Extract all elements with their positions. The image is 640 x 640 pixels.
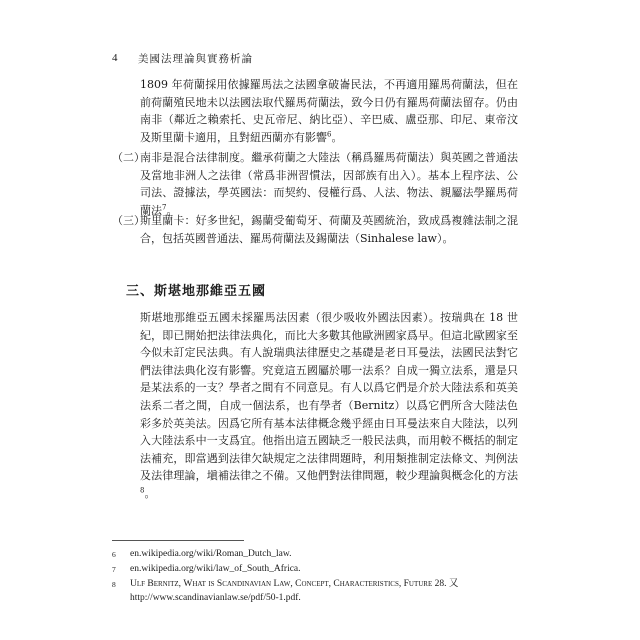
footnote-number: 6 xyxy=(112,550,116,559)
page-number: 4 xyxy=(112,52,118,64)
list-item-text: 南非是混合法律制度。繼承荷蘭之大陸法（稱爲羅馬荷蘭法）與英國之普通法及當地非洲人之法律（常爲非洲習慣法，因部族有出入）。基本上程序法、公司法、證據法，學英國法：而契約、侵權行爲、人法、物法、親屬法學羅馬荷蘭法 xyxy=(140,151,518,217)
footnote xyxy=(112,547,518,562)
list-item: （二） 南非是混合法律制度。繼承荷蘭之大陸法（稱爲羅馬荷蘭法）與英國之普通法及當地非洲人之法律（常爲非洲習慣法，因部族有出入）。基本上程序法、公司法、證據法，學英國法：而契約、侵權行爲、人法、物法、親屬法學羅馬荷蘭法$^7$。 xyxy=(112,149,518,219)
footnotes xyxy=(112,547,518,605)
footnote-link[interactable]: 28. 又 http://www.scandinavianlaw.se/pdf/50-1.pdf. xyxy=(130,579,459,603)
footnote-ref[interactable]: 8 xyxy=(140,486,145,495)
footnote-link[interactable]: en.wikipedia.org/wiki/law_of_South_Africa. xyxy=(130,564,301,574)
list-marker: （二） xyxy=(112,151,145,164)
footnote-ref[interactable]: 7 xyxy=(162,203,167,212)
intro-paragraph: 1809 年荷蘭採用依據羅馬法之法國拿破崙民法，不再適用羅馬荷蘭法，但在前荷蘭殖民地未以法國法取代羅馬荷蘭法，致今日仍有羅馬荷蘭法留存。仍由南非（鄰近之賴索托、史瓦帝尼、納比亞）、辛巴威、盧亞那、印尼、東帝汶及斯里蘭卡適用，且對紐西蘭亦有影響$^6$。 xyxy=(140,78,518,144)
section-heading: 三、斯堪地那維亞五國 xyxy=(126,284,267,299)
footnote-number: 7 xyxy=(112,565,116,574)
running-header xyxy=(112,50,520,66)
list-marker: （三） xyxy=(112,214,145,227)
main-paragraph: 斯堪地那維亞五國未採羅馬法因素（很少吸收外國法因素）。按瑞典在 18 世紀，即已開始把法律法典化，而比大多數其他歐洲國家爲早。但這北歐國家至今似未訂定民法典。有人說瑞典法律歷史之基礎是老日耳曼法，法國民法對它們法律法典化沒有影響。究竟這五國屬於哪一法系？自成一獨立法系，還是只是某法系的一支？學者之間有不同意見。有人以爲它們是介於大陸法系和英美法系二者之間，自成一個法系，也有學者（Bernitz）以爲它們所含大陸法色彩多於英美法。因爲它所有基本法律概念幾乎經由日耳曼法來自大陸法，以列入大陸法系中一支爲宜。他指出這五國缺乏一般民法典，而用較不概括的制定法補充，即當遇到法律欠缺規定之法律問題時，利用類推制定法條文、判例法及法律理論，塡補法律之不備。又他們對法律問題，較少理論與概念化的方法$^8$。 xyxy=(140,311,518,500)
footnote-link[interactable]: en.wikipedia.org/wiki/Roman_Dutch_law. xyxy=(130,549,292,559)
footnote-author: Ulf Bernitz xyxy=(130,579,179,589)
list-item-text: 斯里蘭卡：好多世紀，錫蘭受葡萄牙、荷蘭及英國統治，致成爲複雜法制之混合，包括英國普通法、羅馬荷蘭法及錫蘭法（Sinhalese law）。 xyxy=(140,214,518,245)
footnote-divider xyxy=(112,540,244,541)
footnote xyxy=(112,562,518,577)
footnote-ref[interactable]: 6 xyxy=(327,130,332,139)
footnote-title: What is Scandinavian Law, Concept, Characteristics, Future xyxy=(183,579,433,589)
list-item xyxy=(112,212,518,247)
footnote: 8 Ulf Bernitz, What is Scandinavian Law, Concept, Characteristics, Future 28. 又 http://www.scandinavianlaw.se/pdf/50-1.pdf. xyxy=(112,579,459,603)
running-title: 美國法理論與實務析論 xyxy=(138,52,253,65)
footnote-number: 8 xyxy=(112,580,116,589)
